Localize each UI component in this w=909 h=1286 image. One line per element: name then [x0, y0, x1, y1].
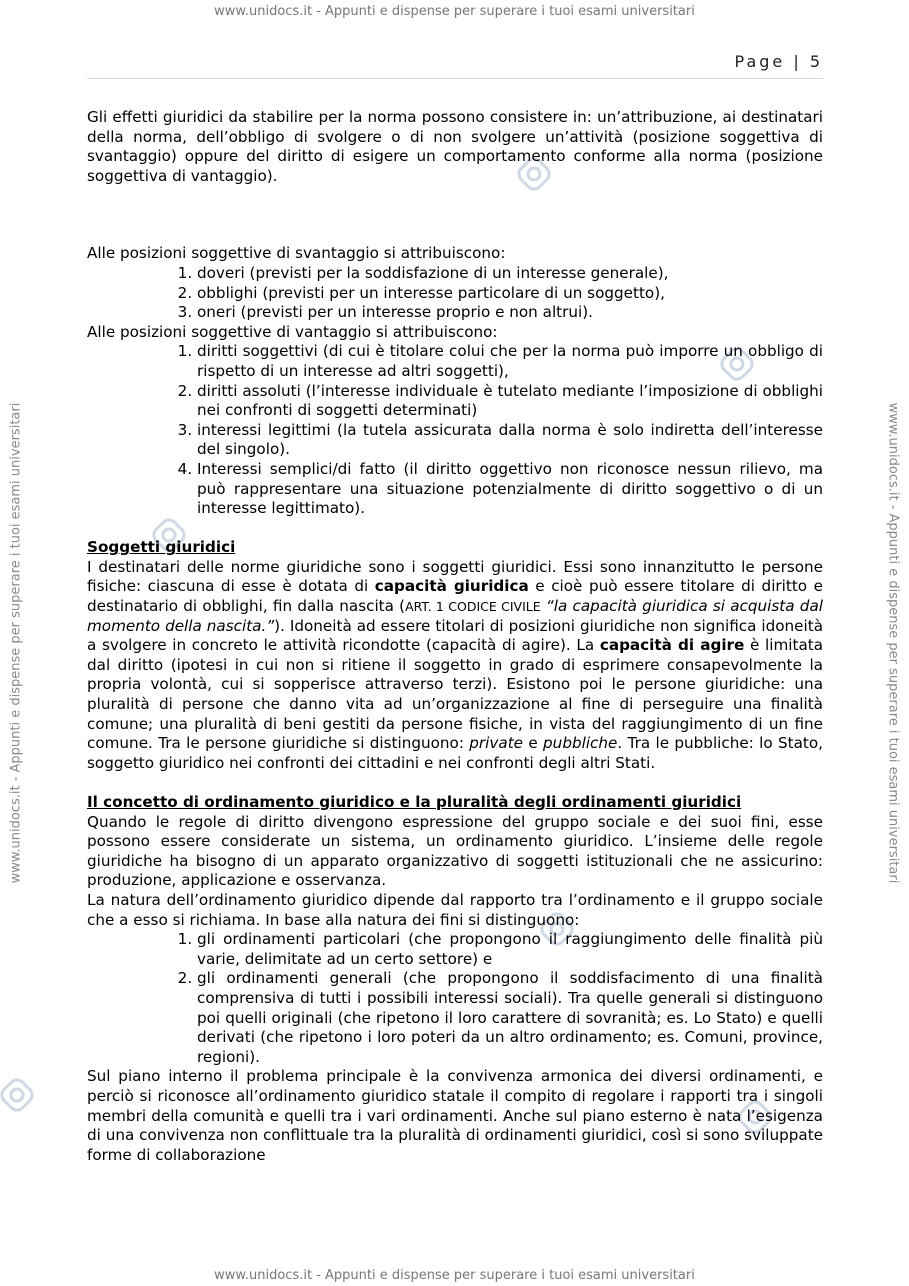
bold-term: capacità di agire: [599, 636, 745, 655]
text-run: e cioè può essere titolare di diritto e destinatario di obblighi, fin dalla nascita (: [87, 577, 823, 616]
watermark-left: www.unidocs.it - Appunti e dispense per superare i tuoi esami universitari: [8, 402, 24, 884]
text-run: e: [523, 734, 544, 753]
list-item: 2. diritti assoluti (l’interesse individuale è tutelato mediante l’imposizione di obblighi nei confronti di soggetti determinati): [197, 382, 823, 421]
text-run: I destinatari delle norme giuridiche sono i soggetti giuridici. Essi sono innanzitutto le persone fisiche: ciascuna di esse è dotata di: [87, 557, 823, 596]
list-item: 4. Interessi semplici/di fatto (il diritto oggettivo non riconosce nessun rilievo, ma può rappresentare una situazione potenzialmente di diritto soggettivo o di un interesse legittimato).: [197, 460, 823, 519]
ordinamento-paragraph-3: Sul piano interno il problema principale è la convivenza armonica dei diversi ordinamenti, e perciò si riconosce all’ordinamento giuridico statale il compito di regolare i rapporti tra i singoli membri della comunità e quelli tra i vari ordinamenti. Anche sul piano esterno è nata l’esigenza di una convivenza non conflittuale tra la pluralità di ordinamenti giuridici, così si sono sviluppate forme di collaborazione: [87, 1067, 823, 1164]
list-item: 3. interessi legittimi (la tutela assicurata dalla norma è solo indiretta dell’interesse del singolo).: [197, 421, 823, 460]
ordinamento-heading: Il concetto di ordinamento giuridico e la pluralità degli ordinamenti giuridici: [87, 793, 742, 811]
list-item: 1. doveri (previsti per la soddisfazione di un interesse generale),: [197, 264, 823, 284]
soggetti-heading: Soggetti giuridici: [87, 538, 236, 557]
bold-term: capacità giuridica: [374, 577, 529, 596]
list-item: 1. diritti soggettivi (di cui è titolare colui che per la norma può imporre un obbligo di rispetto di un interesse ad altri soggetti),: [197, 342, 823, 381]
soggetti-paragraph: [87, 558, 823, 774]
intro-paragraph: Gli effetti giuridici da stabilire per la norma possono consistere in: un’attribuzione, ai destinatari della norma, dell’obbligo di svolgere o di non svolgere un’attività (posizione soggettiva di svantaggio) oppure del diritto di esigere un comportamento conforme alla norma (posizione soggettiva di vantaggio).: [87, 108, 823, 185]
header-divider: [87, 78, 823, 79]
list-item: 2. gli ordinamenti generali (che propongono il soddisfacimento di una finalità comprensiva di tutti i possibili interessi sociali). Tra quelle generali si distinguono poi quelli originali (che ripetono il loro carattere di sovranità; es. Lo Stato) e quelli derivati (che ripetono i loro poteri da un altro ordinamento; es. Comuni, province, regioni).: [197, 969, 823, 1067]
italic-term: private: [469, 734, 523, 753]
svantaggio-lead: Alle posizioni soggettive di svantaggio si attribuiscono:: [87, 244, 506, 263]
ordinamento-list: [87, 930, 823, 1067]
watermark-right: www.unidocs.it - Appunti e dispense per superare i tuoi esami universitari: [885, 402, 901, 884]
document-body: [87, 108, 823, 1165]
ordinamento-paragraph-1: Quando le regole di diritto divengono espressione del gruppo sociale e dei suoi fini, esse possono essere considerate un sistema, un ordinamento giuridico. L’insieme delle regole giuridiche ha bisogno di un apparato organizzativo di soggetti istituzionali che ne assicurino: produzione, applicazione e osservanza.: [87, 812, 823, 890]
page-number: Page | 5: [734, 52, 823, 71]
watermark-bottom: www.unidocs.it - Appunti e dispense per superare i tuoi esami universitari: [214, 1268, 695, 1283]
vantaggio-list: [87, 342, 823, 518]
text-run: ). Idoneità ad essere titolari di posizioni giuridiche non significa idoneità a svolgere in concreto le attività ricondotte (capacità di agire). La: [87, 616, 824, 655]
text-run: è limitata dal diritto (ipotesi in cui non si ritiene il soggetto in grado di esprimere consapevolmente la propria volontà, cui si sopperisce attraverso terzi). Esistono poi le persone giuridiche: una pluralità di persone che danno vita ad un’organizzazione al fine di perseguire una finalità comune; una pluralità di beni gestiti da persone fisiche, in vista del raggiungimento di un fine comune. Tra le persone giuridiche si distinguono:: [87, 636, 824, 753]
italic-term: pubbliche: [543, 734, 618, 753]
text-run: . Tra le pubbliche: lo Stato, soggetto giuridico nei confronti dei cittadini e nei confronti degli altri Stati.: [87, 734, 824, 772]
ordinamento-paragraph-2: La natura dell’ordinamento giuridico dipende dal rapporto tra l’ordinamento e il gruppo sociale che a esso si richiama. In base alla natura dei fini si distinguono:: [87, 890, 823, 929]
article-reference: ART. 1 CODICE CIVILE: [405, 599, 541, 615]
list-item: 1. gli ordinamenti particolari (che propongono il raggiungimento delle finalità più varie, delimitate ad un certo settore) e: [197, 930, 823, 969]
vantaggio-lead: Alle posizioni soggettive di vantaggio si attribuiscono:: [87, 322, 498, 341]
watermark-top: www.unidocs.it - Appunti e dispense per superare i tuoi esami universitari: [214, 4, 695, 19]
article-quote: “la capacità giuridica si acquista dal momento della nascita.”: [87, 597, 823, 635]
list-item: 3. oneri (previsti per un interesse proprio e non altrui).: [197, 303, 823, 323]
list-item: 2. obblighi (previsti per un interesse particolare di un soggetto),: [197, 284, 823, 304]
svantaggio-list: [87, 264, 823, 323]
unidocs-logo-icon: [0, 1078, 34, 1112]
